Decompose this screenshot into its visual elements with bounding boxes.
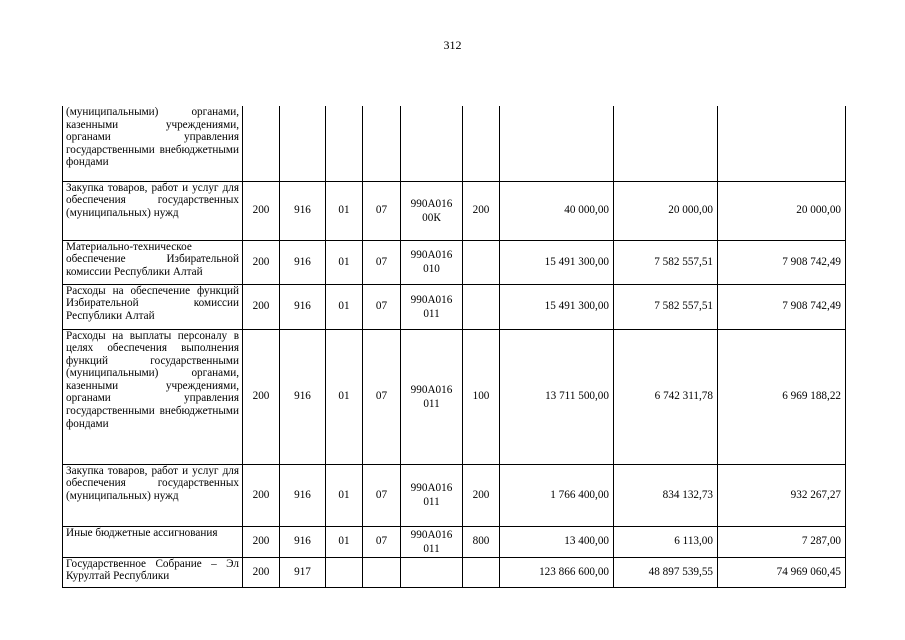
ministry-code: 200	[243, 526, 280, 557]
subsection-code: 07	[363, 240, 401, 284]
amount-year-2: 7 582 557,51	[614, 284, 718, 329]
expense-type-code: 800	[463, 526, 500, 557]
amount-year-1: 13 711 500,00	[500, 329, 614, 464]
expense-type-code	[463, 106, 500, 181]
table-row	[63, 464, 846, 526]
subsection-code	[363, 106, 401, 181]
ministry-code	[243, 106, 280, 181]
expense-type-code	[463, 240, 500, 284]
amount-year-3	[718, 106, 846, 181]
subsection-code: 07	[363, 284, 401, 329]
department-code: 916	[280, 464, 326, 526]
department-code: 916	[280, 329, 326, 464]
amount-year-2: 6 742 311,78	[614, 329, 718, 464]
subsection-code	[363, 557, 401, 587]
target-article-code: 990А016 011	[401, 464, 463, 526]
row-name: (муниципальными) органами, казенными учреждениями, органами управления государственными внебюджетными фондами	[63, 106, 243, 181]
table-row	[63, 557, 846, 587]
row-name: Расходы на выплаты персоналу в целях обеспечения выполнения функций государственными (муниципальными) органами, казенными учреждениями, органами управления государственными внебюджетными фондами	[63, 329, 243, 464]
amount-year-2: 834 132,73	[614, 464, 718, 526]
amount-year-3: 74 969 060,45	[718, 557, 846, 587]
ministry-code: 200	[243, 240, 280, 284]
ministry-code: 200	[243, 284, 280, 329]
target-article-code: 990А016 00К	[401, 181, 463, 240]
section-code: 01	[326, 329, 363, 464]
subsection-code: 07	[363, 526, 401, 557]
section-code	[326, 557, 363, 587]
expense-type-code	[463, 284, 500, 329]
target-article-code	[401, 106, 463, 181]
amount-year-2	[614, 106, 718, 181]
table-row	[63, 240, 846, 284]
table-row	[63, 526, 846, 557]
subsection-code: 07	[363, 464, 401, 526]
row-name: Закупка товаров, работ и услуг для обеспечения государственных (муниципальных) нужд	[63, 464, 243, 526]
row-name: Государственное Собрание – Эл Курултай Республики	[63, 557, 243, 587]
row-name: Закупка товаров, работ и услуг для обеспечения государственных (муниципальных) нужд	[63, 181, 243, 240]
department-code: 917	[280, 557, 326, 587]
table-row	[63, 284, 846, 329]
section-code: 01	[326, 526, 363, 557]
table-row	[63, 329, 846, 464]
amount-year-2: 48 897 539,55	[614, 557, 718, 587]
amount-year-2: 20 000,00	[614, 181, 718, 240]
section-code: 01	[326, 464, 363, 526]
amount-year-1: 15 491 300,00	[500, 240, 614, 284]
expense-type-code: 100	[463, 329, 500, 464]
ministry-code: 200	[243, 557, 280, 587]
target-article-code: 990А016 010	[401, 240, 463, 284]
department-code	[280, 106, 326, 181]
amount-year-1	[500, 106, 614, 181]
amount-year-2: 7 582 557,51	[614, 240, 718, 284]
department-code: 916	[280, 240, 326, 284]
department-code: 916	[280, 181, 326, 240]
department-code: 916	[280, 284, 326, 329]
amount-year-2: 6 113,00	[614, 526, 718, 557]
amount-year-3: 20 000,00	[718, 181, 846, 240]
target-article-code: 990А016 011	[401, 329, 463, 464]
amount-year-3: 7 908 742,49	[718, 284, 846, 329]
budget-table	[62, 106, 846, 588]
target-article-code: 990А016 011	[401, 526, 463, 557]
amount-year-3: 932 267,27	[718, 464, 846, 526]
amount-year-3: 6 969 188,22	[718, 329, 846, 464]
subsection-code: 07	[363, 329, 401, 464]
expense-type-code	[463, 557, 500, 587]
row-name: Иные бюджетные ассигнования	[63, 526, 243, 557]
row-name: Материально-техническое обеспечение Избирательной комиссии Республики Алтай	[63, 240, 243, 284]
amount-year-1: 13 400,00	[500, 526, 614, 557]
amount-year-1: 40 000,00	[500, 181, 614, 240]
section-code: 01	[326, 284, 363, 329]
table-row	[63, 181, 846, 240]
target-article-code	[401, 557, 463, 587]
section-code	[326, 106, 363, 181]
amount-year-3: 7 908 742,49	[718, 240, 846, 284]
page-number: 312	[443, 38, 462, 52]
expense-type-code: 200	[463, 464, 500, 526]
subsection-code: 07	[363, 181, 401, 240]
ministry-code: 200	[243, 329, 280, 464]
ministry-code: 200	[243, 464, 280, 526]
amount-year-1: 15 491 300,00	[500, 284, 614, 329]
table-row	[63, 106, 846, 181]
department-code: 916	[280, 526, 326, 557]
expense-type-code: 200	[463, 181, 500, 240]
amount-year-1: 123 866 600,00	[500, 557, 614, 587]
amount-year-1: 1 766 400,00	[500, 464, 614, 526]
amount-year-3: 7 287,00	[718, 526, 846, 557]
target-article-code: 990А016 011	[401, 284, 463, 329]
ministry-code: 200	[243, 181, 280, 240]
section-code: 01	[326, 240, 363, 284]
row-name: Расходы на обеспечение функций Избирательной комиссии Республики Алтай	[63, 284, 243, 329]
section-code: 01	[326, 181, 363, 240]
